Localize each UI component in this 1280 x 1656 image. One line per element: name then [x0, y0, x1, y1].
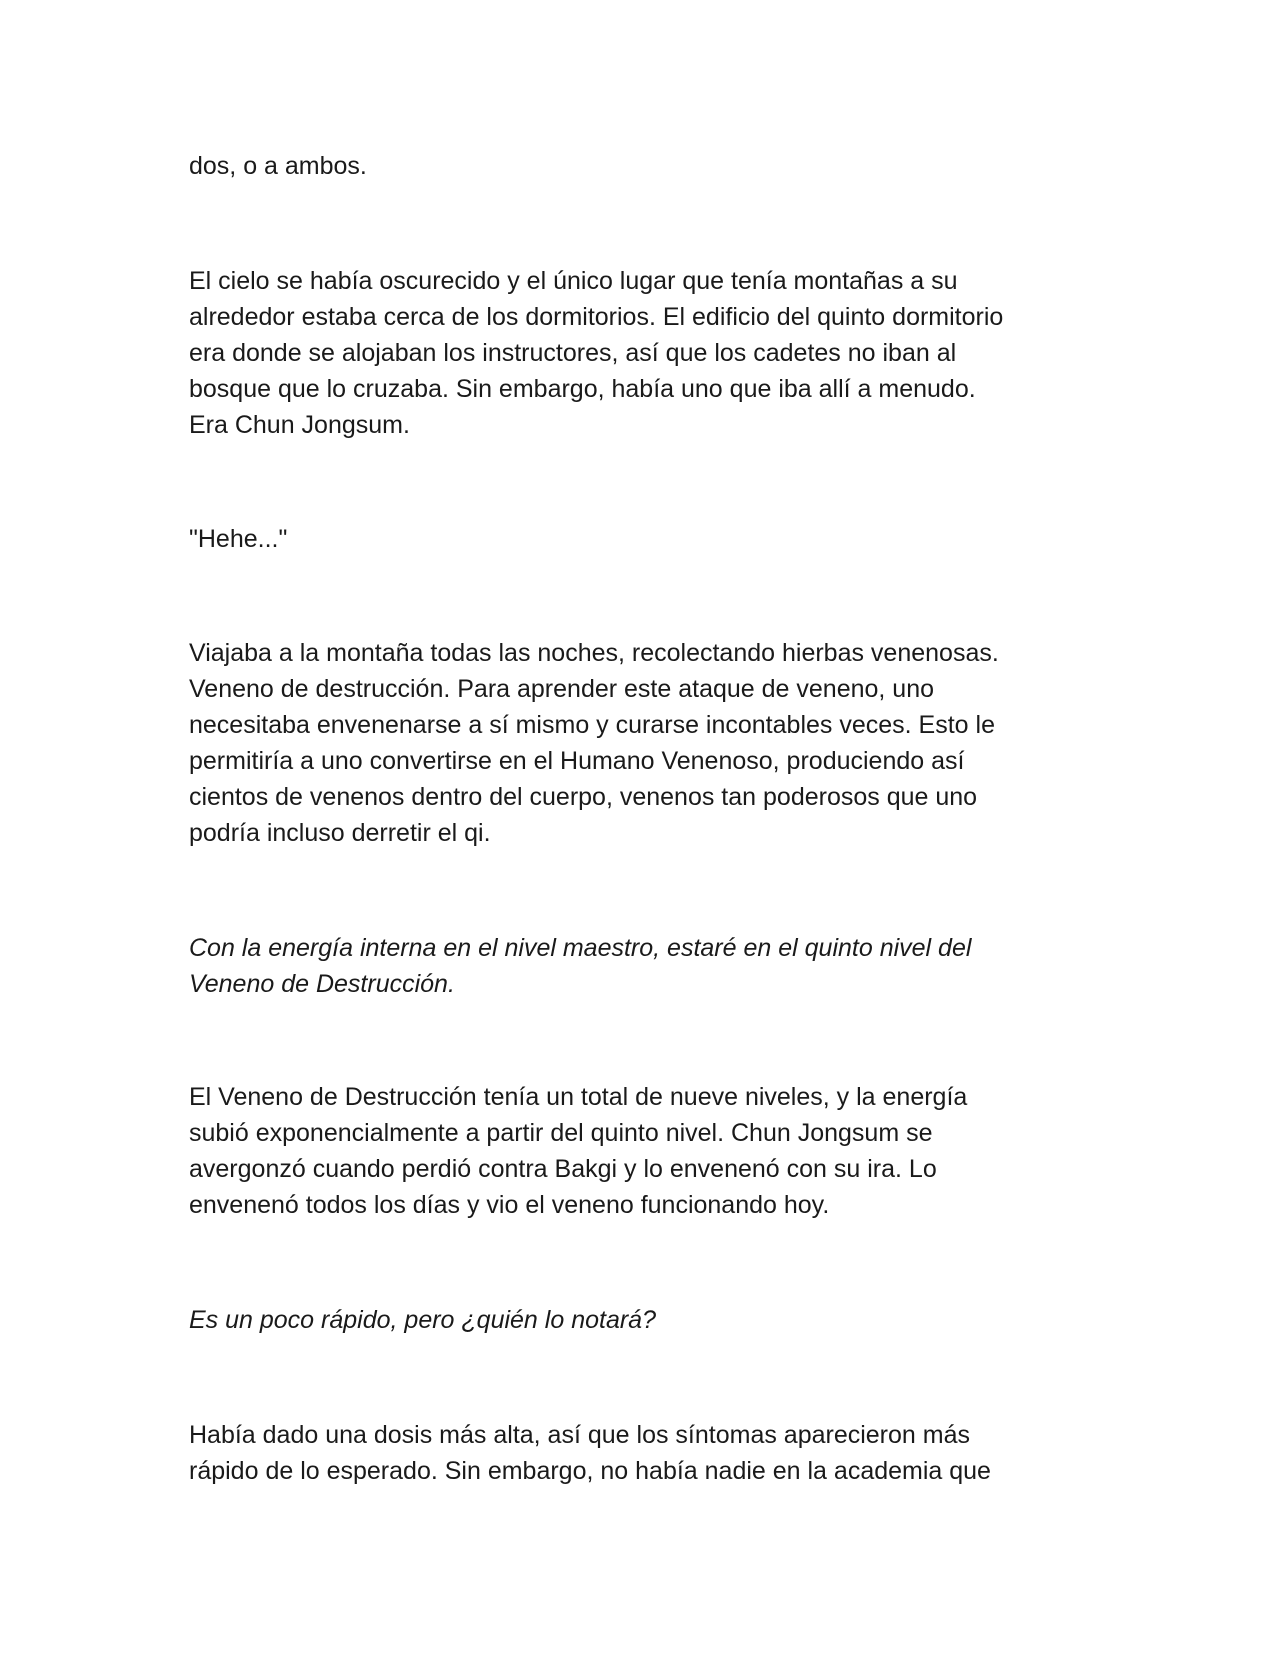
paragraph-line: cientos de venenos dentro del cuerpo, venenos tan poderosos que uno [189, 783, 978, 811]
paragraph-line: podría incluso derretir el qi. [189, 819, 491, 847]
paragraph-line: subió exponencialmente a partir del quinto nivel. Chun Jongsum se [189, 1119, 933, 1147]
paragraph-line: avergonzó cuando perdió contra Bakgi y lo envenenó con su ira. Lo [189, 1155, 937, 1183]
paragraph-line: alrededor estaba cerca de los dormitorios. El edificio del quinto dormitorio [189, 303, 1004, 331]
paragraph-line: Veneno de Destrucción. [189, 970, 455, 998]
paragraph-line: Era Chun Jongsum. [189, 411, 410, 439]
paragraph-line: El cielo se había oscurecido y el único lugar que tenía montañas a su [189, 267, 958, 295]
paragraph-line: envenenó todos los días y vio el veneno funcionando hoy. [189, 1191, 830, 1219]
paragraph-line: era donde se alojaban los instructores, así que los cadetes no iban al [189, 339, 957, 367]
paragraph-2 [189, 263, 1089, 443]
paragraph-line: Había dado una dosis más alta, así que los síntomas aparecieron más [189, 1421, 970, 1449]
paragraph-line: "Hehe..." [189, 525, 288, 553]
paragraph-line: Viajaba a la montaña todas las noches, recolectando hierbas venenosas. [189, 639, 999, 667]
paragraph-7-thought [189, 1302, 1089, 1338]
paragraph-line: El Veneno de Destrucción tenía un total de nueve niveles, y la energía [189, 1083, 968, 1111]
paragraph-line: Con la energía interna en el nivel maestro, estaré en el quinto nivel del [189, 934, 972, 962]
paragraph-6 [189, 1079, 1089, 1223]
paragraph-line: Es un poco rápido, pero ¿quién lo notará? [189, 1306, 656, 1334]
paragraph-line: necesitaba envenenarse a sí mismo y curarse incontables veces. Esto le [189, 711, 995, 739]
paragraph-line: permitiría a uno convertirse en el Humano Venenoso, produciendo así [189, 747, 965, 775]
paragraph-line: dos, o a ambos. [189, 152, 367, 180]
paragraph-line: bosque que lo cruzaba. Sin embargo, había uno que iba allí a menudo. [189, 375, 976, 403]
paragraph-5-thought [189, 930, 1089, 1002]
paragraph-1 [189, 148, 1089, 184]
paragraph-4 [189, 635, 1089, 851]
paragraph-3 [189, 521, 1089, 557]
paragraph-line: rápido de lo esperado. Sin embargo, no había nadie en la academia que [189, 1457, 991, 1485]
paragraph-8 [189, 1417, 1089, 1489]
paragraph-line: Veneno de destrucción. Para aprender este ataque de veneno, uno [189, 675, 935, 703]
